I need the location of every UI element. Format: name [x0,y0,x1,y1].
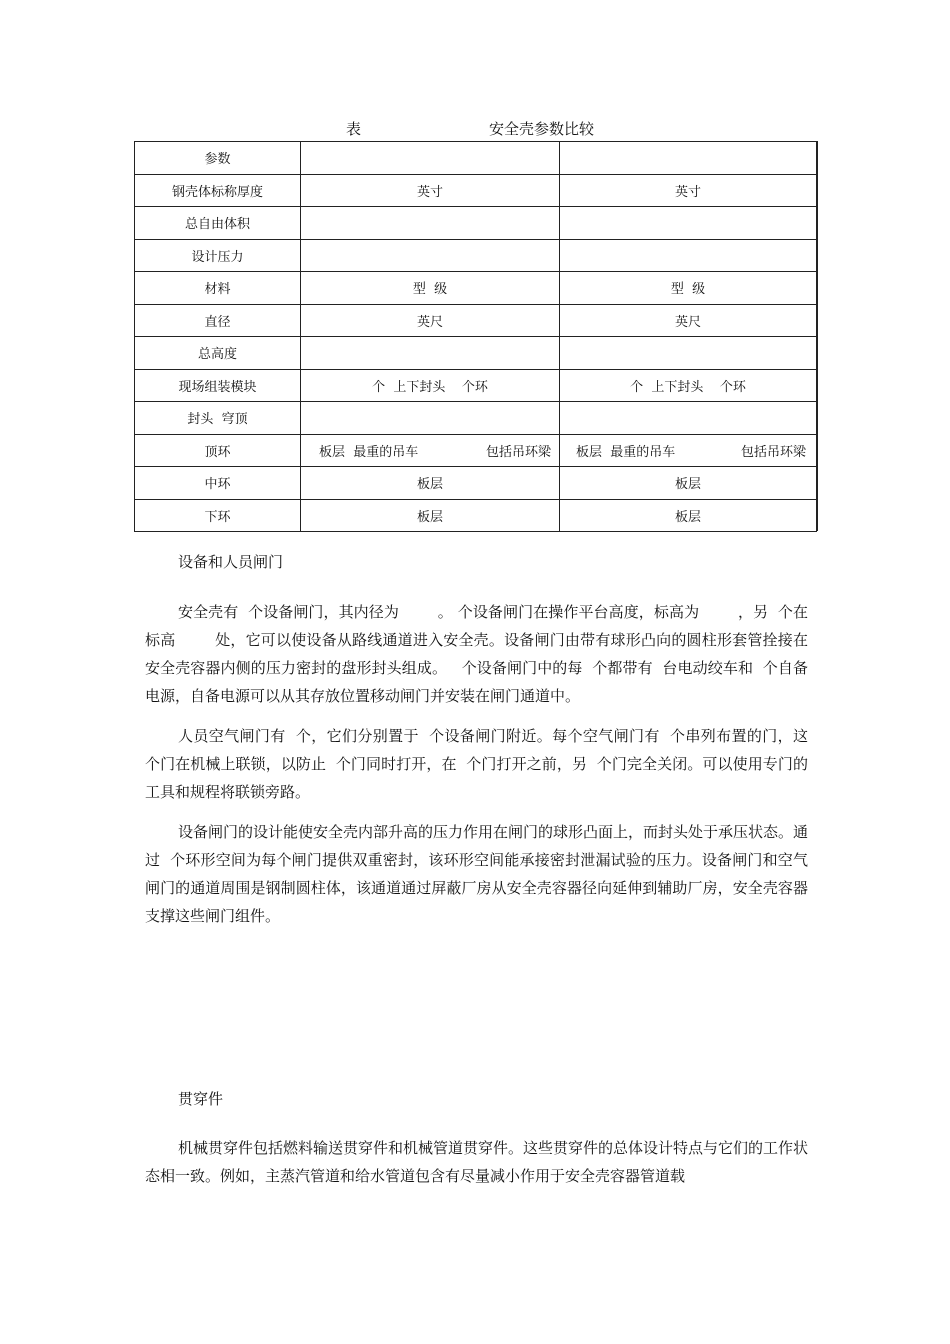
table-row [135,402,817,435]
table-row [135,337,817,370]
table-row [135,207,817,240]
value-cell-a [301,337,560,370]
table-row [135,499,817,532]
param-cell: 直径 [135,304,301,337]
value-cell-a-left: 板层 最重的吊车 [319,444,419,460]
section-body-penetrations [145,1134,808,1190]
value-cell-b [560,142,817,175]
value-cell-b: 英尺 [560,304,817,337]
table-caption-label: 表 [346,120,362,138]
value-cell-b: 型 级 [560,272,817,305]
value-cell-a [301,402,560,435]
table-row [135,239,817,272]
value-cell-a: 英尺 [301,304,560,337]
table-row [135,174,817,207]
value-cell-b [560,337,817,370]
value-cell-b [560,239,817,272]
value-cell-b [560,434,817,467]
containment-parameters-table [134,141,817,532]
param-cell: 封头 穹顶 [135,402,301,435]
param-cell: 下环 [135,499,301,532]
value-cell-a: 个 上下封头 个环 [301,369,560,402]
param-cell: 中环 [135,467,301,500]
paragraph: 机械贯穿件包括燃料输送贯穿件和机械管道贯穿件。这些贯穿件的总体设计特点与它们的工作状态相一致。例如，主蒸汽管道和给水管道包含有尽量减小作用于安全壳容器管道载 [145,1139,809,1185]
value-cell-a: 型 级 [301,272,560,305]
value-cell-a [301,207,560,240]
table-caption-title: 安全壳参数比较 [489,120,595,138]
section-body-gates [145,598,818,930]
value-cell-b: 个 上下封头 个环 [560,369,817,402]
section-heading-gates: 设备和人员闸门 [178,553,284,571]
paragraph: 安全壳有 个设备闸门，其内径为 。 个设备闸门在操作平台高度，标高为 ，另 个在标高 处，它可以使设备从路线通道进入安全壳。设备闸门由带有球形凸向的圆柱形套管拴接在安全壳容器内侧的压力密封的盘形封头组成。 个设备闸门中的每 个都带有 台电动绞车和 个自备电源，自备电源可以从其存放位置移动闸门并安装在闸门通道中。 [145,603,808,705]
paragraph: 人员空气闸门有 个，它们分别置于 个设备闸门附近。每个空气闸门有 个串列布置的门，这 个门在机械上联锁，以防止 个门同时打开，在 个门打开之前，另 个门完全关闭。可以使用专门的工具和规程将联锁旁路。 [145,727,818,801]
value-cell-b-left: 板层 最重的吊车 [576,444,676,460]
table-row [135,467,817,500]
param-cell: 设计压力 [135,239,301,272]
value-cell-a [301,239,560,272]
value-cell-a: 板层 [301,499,560,532]
value-cell-a: 英寸 [301,174,560,207]
value-cell-b [560,207,817,240]
table-row [135,369,817,402]
section-heading-penetrations: 贯穿件 [178,1090,224,1108]
value-cell-b-right: 包括吊环梁 [740,444,806,460]
param-cell: 总自由体积 [135,207,301,240]
value-cell-a [301,434,560,467]
value-cell-a: 板层 [301,467,560,500]
value-cell-b: 板层 [560,499,817,532]
param-cell: 钢壳体标称厚度 [135,174,301,207]
param-cell: 总高度 [135,337,301,370]
table-row [135,272,817,305]
table-row [135,142,817,175]
param-cell: 材料 [135,272,301,305]
param-cell: 顶环 [135,434,301,467]
table-outer-rule [817,141,818,531]
value-cell-a [301,142,560,175]
value-cell-b [560,402,817,435]
param-cell: 现场组装模块 [135,369,301,402]
value-cell-a-right: 包括吊环梁 [485,444,551,460]
table-caption [0,118,950,140]
param-cell: 参数 [135,142,301,175]
table-row [135,434,817,467]
value-cell-b: 板层 [560,467,817,500]
paragraph: 设备闸门的设计能使安全壳内部升高的压力作用在闸门的球形凸面上，而封头处于承压状态。通过 个环形空间为每个闸门提供双重密封，该环形空间能承接密封泄漏试验的压力。设备闸门和空气闸门的通道周围是钢制圆柱体，该通道通过屏蔽厂房从安全壳容器径向延伸到辅助厂房，安全壳容器支撑这些闸门组件。 [145,823,809,925]
value-cell-b: 英寸 [560,174,817,207]
table-row [135,304,817,337]
